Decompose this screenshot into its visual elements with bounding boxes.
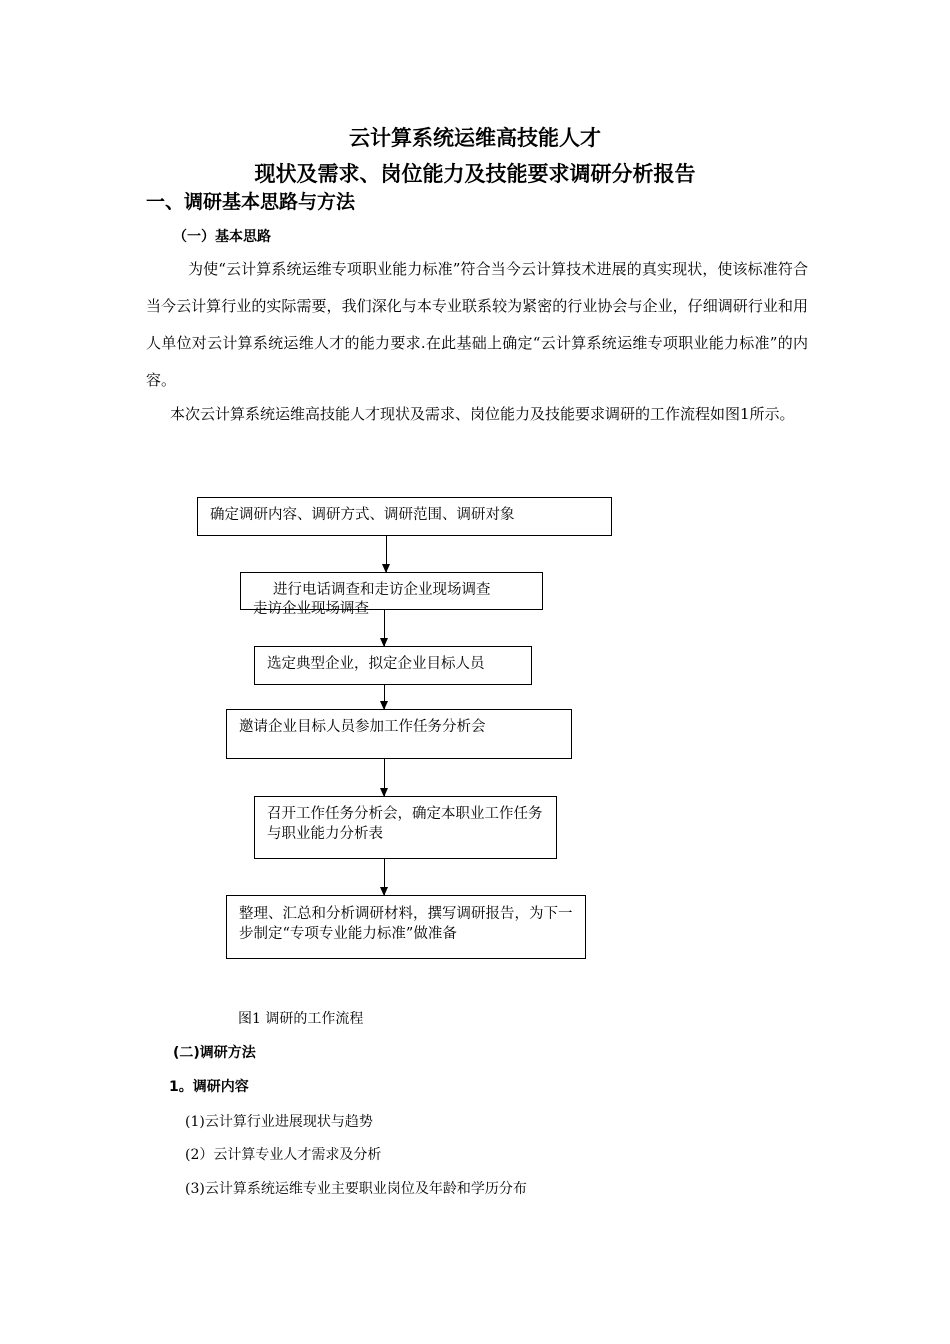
flow-arrow-1	[386, 536, 387, 572]
figure-caption: 图1 调研的工作流程	[238, 1011, 364, 1027]
flow-step-4: 邀请企业目标人员参加工作任务分析会	[226, 709, 572, 759]
section-heading: 一、调研基本思路与方法	[146, 191, 356, 213]
flow-step-6: 整理、汇总和分析调研材料，撰写调研报告，为下一步制定“专项专业能力标准”做准备	[226, 895, 586, 959]
flow-arrow-3	[384, 685, 385, 709]
flow-step-2-overflow-text: 走访企业现场调查	[253, 601, 369, 617]
subsection-heading-basic-approach: （一）基本思路	[173, 229, 271, 245]
flow-step-5: 召开工作任务分析会，确定本职业工作任务与职业能力分析表	[254, 796, 557, 859]
paragraph-workflow-intro: 本次云计算系统运维高技能人才现状及需求、岗位能力及技能要求调研的工作流程如图1所示。	[170, 405, 795, 423]
flow-step-1: 确定调研内容、调研方式、调研范围、调研对象	[197, 497, 612, 536]
subsection-heading-methods: (二)调研方法	[173, 1045, 256, 1061]
flow-step-3: 选定典型企业，拟定企业目标人员	[254, 646, 532, 685]
item-heading-research-content: 1。调研内容	[169, 1079, 249, 1095]
list-item: (2）云计算专业人才需求及分析	[185, 1147, 382, 1163]
flow-arrow-4	[384, 759, 385, 796]
document-title-line2: 现状及需求、岗位能力及技能要求调研分析报告	[254, 162, 696, 186]
flow-arrow-2	[384, 610, 385, 646]
list-item: (3)云计算系统运维专业主要职业岗位及年龄和学历分布	[185, 1181, 527, 1197]
list-item: (1)云计算行业进展现状与趋势	[185, 1114, 373, 1130]
flow-arrow-5	[384, 859, 385, 895]
document-title-line1: 云计算系统运维高技能人才	[349, 126, 601, 150]
paragraph-basic-approach: 为使“云计算系统运维专项职业能力标准”符合当今云计算技术进展的真实现状，使该标准符合当今云计算行业的实际需要，我们深化与本专业联系较为紧密的行业协会与企业，仔细调研行业和用人单位对云计算系统运维人才的能力要求.在此基础上确定“云计算系统运维专项职业能力标准”的内容。	[146, 260, 808, 389]
flow-step-2: 进行电话调查和走访企业现场调查	[240, 572, 543, 610]
